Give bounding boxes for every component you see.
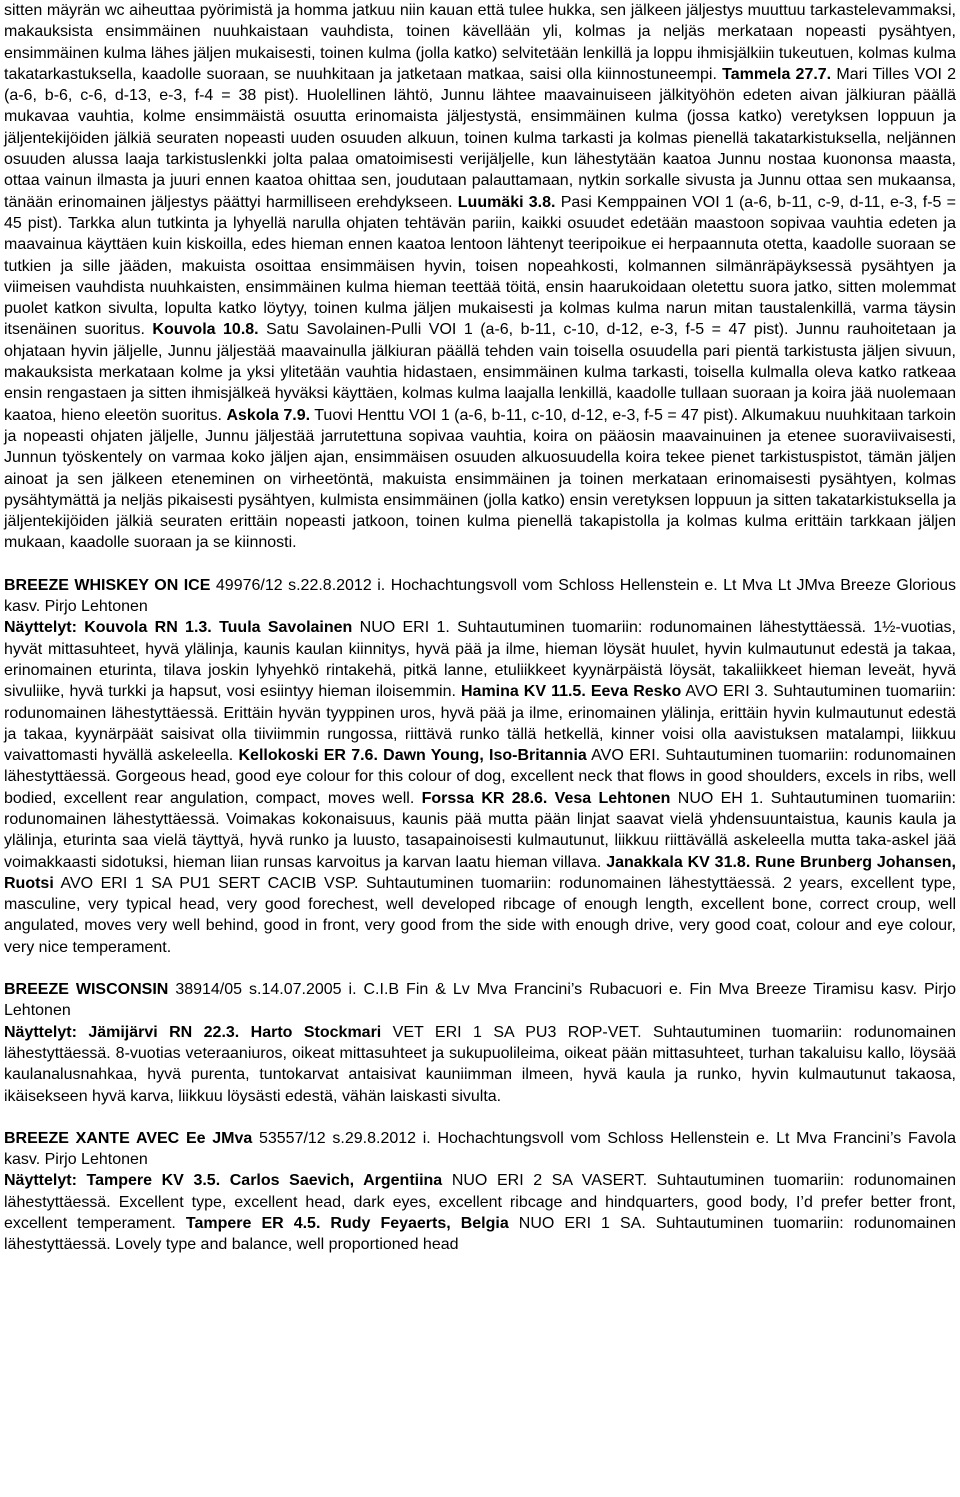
judge-name: Tuula Savolainen — [219, 619, 353, 637]
intro-paragraph: sitten mäyrän wc aiheuttaa pyörimistä ja homma jatkuu niin kauan että tulee hukka, sen jälkeen jäljestys muuttuu tarkastelevammaksi, makauksista ensimmäinen nuuhkaistaan vauhdista, toinen kävellään yli, kolmas ja neljäs merkataan nopeasti pysähtyen, ensimmäinen kulma lähes jäljen mukaisesti, toinen kulma (jolla katko) selvitetään lenkillä ja loppu ihmisjälkiin tukeutuen, kolmas kulma takatarkastuksella, kaadolle suoraan, se nuuhkitaan ja jatketaan matkaa, saisi olla kiinnostuneempi. Tammela 27.7. Mari Tilles VOI 2 (a-6, b-6, c-6, d-13, e-3, f-4 = 38 pist). Huolellinen lähtö, Junnu lähtee maavainuiseen jälkityöhön edeten aivan jälkiuran päällä mukavaa vauhtia, kolme ensimmäistä osuutta erinomaista jäljestystä, ensimmäinen kulma (jossa katko) veretyksen loppuun ja jäljentekijöiden jälkiä seuraten nopeasti uuden osuuden alkuun, toinen kulma tarkasti ja kolmas pienellä takatarkistuksella, neljännen osuuden alussa laaja tarkistuslenkki jolta palaa omatoimisesti verijäljelle, kun lähestytään kaatoa Junnu nostaa kuononsa maasta, ottaa vainun ilmasta ja juuri ennen kaatoa ohittaa sen, joudutaan palauttamaan, nytkin sorkalle sivusta ja Junnu ottaa sen mukaansa, tänään erinomainen jäljestys päättyi harmilliseen erehdykseen. Luumäki 3.8. Pasi Kemppainen VOI 1 (a-6, b-11, c-9, d-11, e-3, f-5 = 45 pist). Tarkka alun tutkinta ja lyhyellä narulla ohjaten tehtävän pariin, kaikki osuudet edetään maastoon sopivaa vauhtia edeten ja maavainua käyttäen kuin kiskoilla, edes hieman ennen kaatoa lentoon lähtenyt teeripoikue ei herpaannuta otetta, kaadolle suoraan se tutkien ja sille jääden, makuista osoittaa ensimmäisen hyvin, toisen nopeahkosti, kolmannen silmänräpäyksessä pysähtyen ja viimeisen vauhdista nuuhkaisten, ensimmäinen kulma hieman teettää töitä, ensin haarukoidaan oletettu suora jatko, sitten molemmat puolet katkon sivulta, lopulta katko löytyy, toinen kulma jäljen mukaisesti ja kolmas kulma narun mitan taustalenkillä, varma täysin itsenäinen suoritus. Kouvola 10.8. Satu Savolainen-Pulli VOI 1 (a-6, b-11, c-10, d-12, e-3, f-5 = 47 pist). Junnu rauhoitetaan ja ohjataan hyvin jäljelle, Junnu jäljestää maavainulla jälkiuran päällä tehden vain toisella osuudella pari pientä tarkistusta jäljen sivuun, makauksista merkataan kolme ja yksi ylitetään vauhtia hidastaen, ensimmäinen kulma tarkasti, toisella kulmalla oleva katko ratkeaa ensin rengastaen ja sitten ihmisjälkeä hyväksi käyttäen, kolmas kulma laajalla lenkillä, kaadolle tullaan suoraan ja koira jää nuolemaan kaatoa, hieno eleetön suoritus. Askola 7.9. Tuovi Henttu VOI 1 (a-6, b-11, c-10, d-12, e-3, f-5 = 47 pist). Alkumakuu nuuhkitaan tarkoin ja nopeasti ohjaten jäljelle, Junnu jäljestää jarrutettuna sopivaa vauhtia, koira on pääosin maavainuinen ja etenee suoraviivaisesti, Junnun työskentely on varmaa koko jäljen ajan, ensimmäisen osuuden alkuosuudella koira tekee pienet tarkistuspistot, tämän jäljen ainoat ja sen jälkeen eteneminen on virheetöntä, makuista ensimmäinen ja toinen merkataan erinomaisesti pysähtyen, kolmas pysähtymättä ja neljäs pikaisesti pysähtyen, kulmista ensimmäinen (jolla katko) ensin veretyksen loppuun ja sitten takatarkistuksella ja jäljentekijöiden jälkiä seuraten erittäin nopeasti jatkoon, toinen kulma pienellä takapistolla ja kolmas kulma erittäin tarkkaan jäljen mukaan, kaadolle suoraan ja se kiinnosti. — [4, 2, 957, 552]
show-location: Tampere KV 3.5. — [86, 1172, 221, 1190]
dog-entry-header — [4, 1128, 956, 1171]
show-location: Kellokoski ER 7.6. — [238, 747, 378, 765]
dog-entry-header — [4, 575, 956, 618]
show-location: Forssa KR 28.6. — [421, 789, 548, 807]
location-date: Askola 7.9. — [226, 406, 311, 424]
show-location: Hamina KV 11.5. — [460, 683, 586, 701]
critique-text: NUO ERI 1. Suhtautuminen tuomariin: rodunomainen lähestyttäessä. 1½-vuotias, hyvät mittasuhteet, hyvä ylälinja, kaunis kaulan kiinnitys, hyvä pää ja ilme, hieman löysät huulet, hyvin kulmautunut edestä ja takaa, erinomainen eturinta, tilava joskin lyhyehkö rintakehä, pitkä lanne, etuliikkeet kyynärpäistä löysät, takaliikkeet hieman leveät, hyvä sivuliike, hyvä turkki ja hapsut, vosi esiintyy hieman iloisemmin. — [4, 619, 956, 701]
dog-name: BREEZE WISCONSIN — [4, 981, 169, 999]
judge-name: Vesa Lehtonen — [554, 789, 671, 807]
dog-name: BREEZE XANTE AVEC Ee JMva — [4, 1129, 253, 1147]
critique-text: NUO ERI 1 SA. Suhtautuminen tuomariin: rodunomainen lähestyttäessä. Lovely type and balance, well proportioned head — [4, 1215, 957, 1254]
judge-name: Carlos Saevich, Argentiina — [229, 1172, 443, 1190]
location-date: Kouvola 10.8. — [152, 321, 259, 339]
location-date: Luumäki 3.8. — [457, 193, 556, 211]
critique-text: AVO ERI 1 SA PU1 SERT CACIB VSP. Suhtautuminen tuomariin: rodunomainen lähestyttäessä. 2 years, excellent type, masculine, very typical head, very good forechest, well developed ribcage of enough length, excellent bone, correct croup, well angulated, moves very well behind, good in front, very good from the side with enough drive, very good coat, colour and eye colour, very nice temperament. — [4, 874, 957, 956]
judge-name: Dawn Young, Iso-Britannia — [383, 747, 587, 765]
judge-name: Rudy Feyaerts, Belgia — [330, 1215, 509, 1233]
critique-text: AVO ERI. Suhtautuminen tuomariin: rodunomainen lähestyttäessä. Gorgeous head, good eye colour for this colour of dog, excellent neck that flows in good shoulders, excels in ribs, well bodied, excellent rear angulation, compact, moves well. — [4, 747, 957, 807]
show-results: Näyttelyt: Jämijärvi RN 22.3. Harto Stockmari VET ERI 1 SA PU3 ROP-VET. Suhtautuminen tuomariin: rodunomainen lähestyttäessä. 8-vuotias veteraaniuros, oikeat mittasuhteet ja sukupuolileima, oikeat pään mittasuhteet, turhan takaluisu kallo, löysää kaulanalusnahkaa, hyvä purenta, tuntokarvat antaisivat kauniimman ilmeen, hyvä kaula ja runko, hyvin kulmautunut takaosa, ikäisekseen hyvä karva, liikkuu löysästi edestä, vähän laiskasti sivulta. — [4, 1023, 956, 1105]
dog-details: 38914/05 s.14.07.2005 i. C.I.B Fin & Lv Mva Francini’s Rubacuori e. Fin Mva Breeze Tiramisu kasv. Pirjo Lehtonen — [4, 981, 956, 1020]
dog-entry-header — [4, 979, 956, 1022]
judge-name: Eeva Resko — [590, 683, 682, 701]
show-results: Näyttelyt: Tampere KV 3.5. Carlos Saevich, Argentiina NUO ERI 2 SA VASERT. Suhtautuminen tuomariin: rodunomainen lähestyttäessä. Excellent type, excellent head, dark eyes, excellent ribcage and hindquarters, good body, I’d prefer better front, excellent temperament. Tampere ER 4.5. Rudy Feyaerts, Belgia NUO ERI 1 SA. Suhtautuminen tuomariin: rodunomainen lähestyttäessä. Lovely type and balance, well proportioned head — [4, 1172, 957, 1254]
critique-text: VET ERI 1 SA PU3 ROP-VET. Suhtautuminen tuomariin: rodunomainen lähestyttäessä. 8-vuotias veteraaniuros, oikeat mittasuhteet ja sukupuolileima, oikeat pään mittasuhteet, turhan takaluisu kallo, löysää kaulanalusnahkaa, hyvä purenta, tuntokarvat antaisivat kauniimman ilmeen, hyvä kaula ja runko, hyvin kulmautunut takaosa, ikäisekseen hyvä karva, liikkuu löysästi edestä, vähän laiskasti sivulta. — [4, 1023, 956, 1105]
location-date: Tammela 27.7. — [722, 65, 832, 83]
show-location: Kouvola RN 1.3. — [84, 619, 212, 637]
dog-details: 53557/12 s.29.8.2012 i. Hochachtungsvoll vom Schloss Hellenstein e. Lt Mva Francini’s Favola kasv. Pirjo Lehtonen — [4, 1129, 956, 1169]
dog-name: BREEZE WHISKEY ON ICE — [4, 576, 211, 594]
show-results: Näyttelyt: Kouvola RN 1.3. Tuula Savolainen NUO ERI 1. Suhtautuminen tuomariin: rodunomainen lähestyttäessä. 1½-vuotias, hyvät mittasuhteet, hyvä ylälinja, kaunis kaulan kiinnitys, hyvä pää ja ilme, hieman löysät huulet, hyvin kulmautunut edestä ja takaa, erinomainen eturinta, tilava joskin lyhyehkö rintakehä, pitkä lanne, etuliikkeet kyynärpäistä löysät, takaliikkeet hieman leveät, hyvä sivuliike, hyvä turkki ja hapsut, vosi esiintyy hieman iloisemmin. Hamina KV 11.5. Eeva Resko AVO ERI 3. Suhtautuminen tuomariin: rodunomainen lähestyttäessä. Erittäin hyvän tyyppinen uros, hyvä pää ja ilme, erinomainen ylälinja, erittäin hyvin kulmautunut edestä ja takaa, kyynärpäät saisivat olla tiiviimmin rungossa, riittävä runko tällä hetkellä, kinner voisi olla aavistuksen matalampi, liikkuu vaivattomasti hyvällä askeleella. Kellokoski ER 7.6. Dawn Young, Iso-Britannia AVO ERI. Suhtautuminen tuomariin: rodunomainen lähestyttäessä. Gorgeous head, good eye colour for this colour of dog, excellent neck that flows in good shoulders, excels in ribs, well bodied, excellent rear angulation, compact, moves well. Forssa KR 28.6. Vesa Lehtonen NUO EH 1. Suhtautuminen tuomariin: rodunomainen lähestyttäessä. Voimakas kokonaisuus, kaunis pää mutta pään linjat saavat vielä yhdensuuntaistua, kaunis kaula ja ylälinja, eturinta saa vielä täyttyä, hyvä runko ja luusto, tasapainoisesti kulmautunut, liikkuu riittävällä askeleella mutta taka-askel jää voimakkaasti sidotuksi, hieman liian runsas karvoitus ja karvan laatu hieman villava. Janakkala KV 31.8. Rune Brunberg Johansen, Ruotsi AVO ERI 1 SA PU1 SERT CACIB VSP. Suhtautuminen tuomariin: rodunomainen lähestyttäessä. 2 years, excellent type, masculine, very typical head, very good forechest, well developed ribcage of enough length, excellent bone, correct croup, well angulated, moves very well behind, good in front, very good from the side with enough drive, very good coat, colour and eye colour, very nice temperament. — [4, 619, 957, 956]
show-location: Tampere ER 4.5. — [185, 1215, 321, 1233]
show-location: Jämijärvi RN 22.3. — [88, 1023, 240, 1041]
critique-text: NUO EH 1. Suhtautuminen tuomariin: rodunomainen lähestyttäessä. Voimakas kokonaisuus, kaunis pää mutta pään linjat saavat vielä yhdensuuntaistua, kaunis kaula ja ylälinja, eturinta saa vielä täyttyä, hyvä runko ja luusto, tasapainoisesti kulmautunut, liikkuu riittävällä askeleella mutta taka-askel jää voimakkaasti sidotuksi, hieman liian runsas karvoitus ja karvan laatu hieman villava. — [4, 789, 956, 871]
critique-text: NUO ERI 2 SA VASERT. Suhtautuminen tuomariin: rodunomainen lähestyttäessä. Excellent type, excellent head, dark eyes, excellent ribcage and hindquarters, good body, I’d prefer better front, excellent temperament. — [4, 1172, 956, 1233]
judge-name: Rune Brunberg Johansen, Ruotsi — [4, 853, 956, 892]
dog-details: 49976/12 s.22.8.2012 i. Hochachtungsvoll vom Schloss Hellenstein e. Lt Mva Lt JMva Breeze Glorious kasv. Pirjo Lehtonen — [4, 576, 956, 616]
judge-name: Harto Stockmari — [250, 1023, 382, 1041]
critique-text: AVO ERI 3. Suhtautuminen tuomariin: rodunomainen lähestyttäessä. Erittäin hyvän tyyppinen uros, hyvä pää ja ilme, erinomainen ylälinja, erittäin hyvin kulmautunut edestä ja takaa, kyynärpäät saisivat olla tiiviimmin rungossa, riittävä runko tällä hetkellä, kinner voisi olla aavistuksen matalampi, liikkuu vaivattomasti hyvällä askeleella. — [4, 683, 957, 765]
show-location: Janakkala KV 31.8. — [606, 853, 751, 871]
